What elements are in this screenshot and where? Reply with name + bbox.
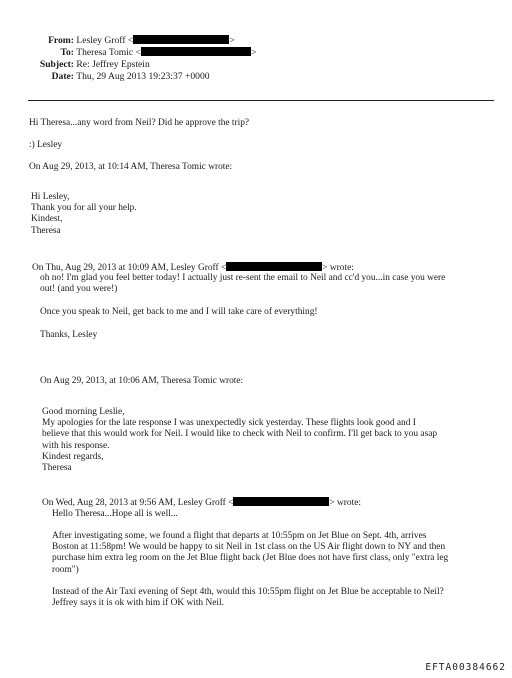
quote-line: Kindest, [31, 214, 63, 225]
redaction-box [233, 497, 329, 506]
quote1-body [31, 192, 137, 237]
quote-line: Good morning Leslie, [42, 407, 125, 417]
to-row [0, 47, 256, 59]
redaction-box [226, 262, 322, 271]
quote-line: Once you speak to Neil, get back to me and I will take care of everything! [40, 307, 318, 317]
quote-line: Hello Theresa...Hope all is well... [52, 509, 178, 519]
quote-line: Jeffrey says it is ok with him if OK with Neil. [52, 598, 224, 609]
quote-line: purchase him extra leg room on the Jet Blue flight back (Jet Blue does not have first class, only "extra leg [52, 553, 449, 564]
quote-line: My apologies for the late response I was unexpectedly sick yesterday. These flights look good and I [42, 418, 416, 429]
quote-line: Theresa [31, 225, 61, 236]
quote-line: out! (and you were!) [40, 284, 118, 295]
date-row [0, 71, 210, 83]
quote-intro-suffix: > wrote: [322, 263, 354, 273]
quote-line: with his response. [42, 440, 110, 451]
quote-line: room") [52, 564, 79, 575]
quote-intro [42, 497, 361, 509]
quote-line: After investigating some, we found a flight that departs at 10:55pm on Jet Blue on Sept. 4th, arrives [52, 531, 427, 541]
close-bracket: > [251, 47, 257, 58]
bates-number: EFTA00384662 [425, 662, 506, 673]
header-divider [28, 100, 494, 101]
quote-line: oh no! I'm glad you feel better today! I actually just re-sent the email to Neil and cc'd you...in case you were [40, 273, 446, 283]
quote-intro-text: On Thu, Aug 29, 2013 at 10:09 AM, Lesley Groff < [32, 263, 227, 273]
subject-value: Re: Jeffrey Epstein [76, 59, 150, 70]
message-line: Hi Theresa...any word from Neil? Did he approve the trip? [29, 118, 250, 128]
date-label: Date: [51, 71, 74, 82]
close-bracket: > [229, 35, 235, 46]
quote-intro-text: On Wed, Aug 28, 2013 at 9:56 AM, Lesley Groff < [42, 498, 234, 508]
quote-line: Boston at 11:58pm! We would be happy to sit Neil in 1st class on the US Air flight down to NY and then [52, 542, 446, 553]
quote2-body [40, 273, 445, 295]
quote-line: Instead of the Air Taxi evening of Sept 4th, would this 10:55pm flight on Jet Blue be acceptable to Neil? [52, 587, 444, 597]
quote-line: Kindest regards, [42, 451, 104, 462]
quote-line: Thank you for all your help. [31, 203, 137, 214]
quote-intro-suffix: > wrote: [329, 498, 361, 508]
from-value: Lesley Groff < [76, 35, 134, 46]
from-row [0, 35, 235, 47]
quote4-paragraph [52, 531, 448, 576]
message-signature: :) Lesley [29, 140, 63, 150]
quote-intro: On Aug 29, 2013, at 10:14 AM, Theresa Tomic wrote: [29, 162, 233, 172]
quote-line: Hi Lesley, [31, 192, 70, 202]
quote-line: Thanks, Lesley [40, 330, 98, 340]
from-label: From: [48, 35, 74, 46]
to-value: Theresa Tomic < [76, 47, 142, 58]
redaction-box [133, 35, 229, 44]
quote-line: Theresa [42, 463, 72, 474]
subject-row [0, 59, 150, 71]
quote4-paragraph2 [52, 587, 444, 609]
to-label: To: [60, 47, 74, 58]
quote-line: believe that this would work for Neil. I would like to check with Neil to confirm. I'll get back to you asap [42, 429, 438, 440]
quote-intro: On Aug 29, 2013, at 10:06 AM, Theresa Tomic wrote: [40, 376, 244, 386]
quote3-body [42, 407, 437, 474]
date-value: Thu, 29 Aug 2013 19:23:37 +0000 [76, 71, 210, 82]
subject-label: Subject: [39, 59, 74, 70]
redaction-box [141, 47, 251, 56]
